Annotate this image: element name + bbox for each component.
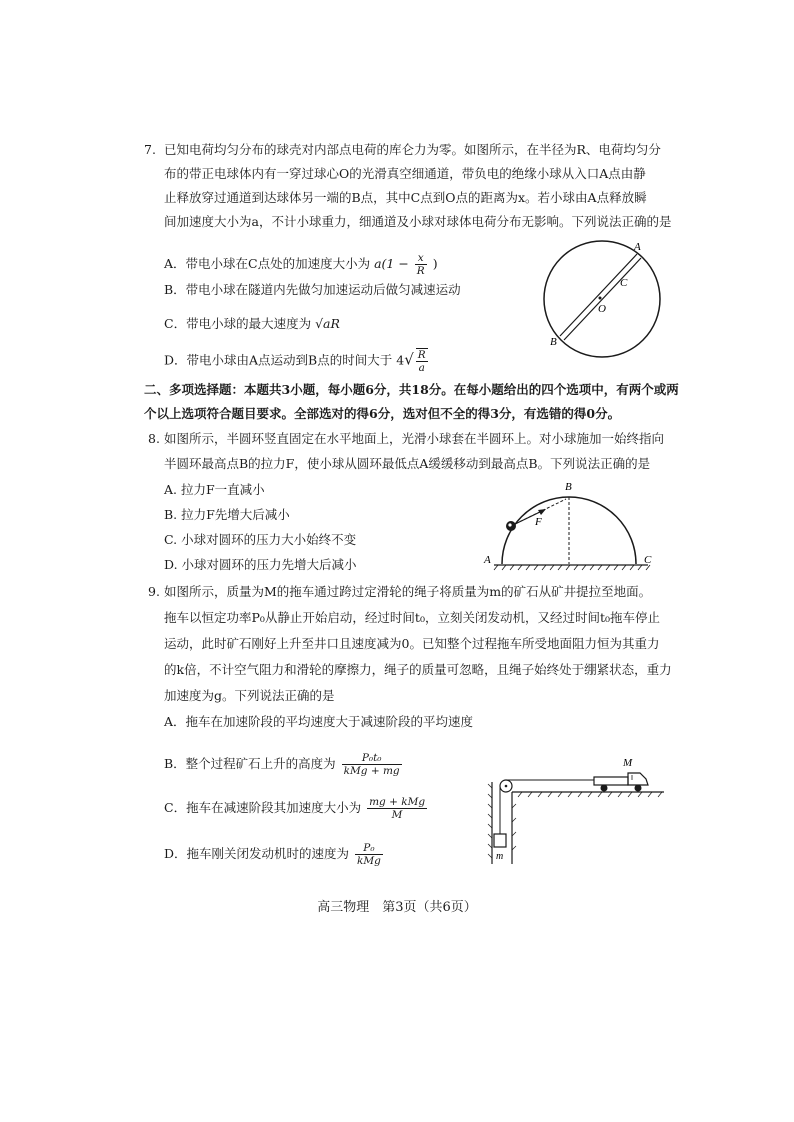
q7-option-a-denominator: R <box>416 265 425 277</box>
q7-label-o: O <box>598 303 606 315</box>
q9-option-c-text: C．拖车在减速阶段其加速度大小为 <box>164 800 362 815</box>
q9-label-m-big: M <box>623 757 633 769</box>
q9-stem-line-5: 加速度为g。下列说法正确的是 <box>164 688 335 703</box>
q9-option-b <box>164 752 404 777</box>
q7-stem-line-1: 已知电荷均匀分布的球壳对内部点电荷的库仑力为零。如图所示，在半径为R、电荷均匀分 <box>164 142 661 157</box>
q9-label-m-small: m <box>496 851 504 862</box>
q7-number: 7. <box>144 142 156 157</box>
q7-option-a-expr-pre: a(1 − <box>374 256 409 271</box>
q7-option-c-text: C．带电小球的最大速度为 <box>164 316 312 331</box>
q9-stem-line-2: 拖车以恒定功率P₀从静止开始启动，经过时间t₀，立刻关闭发动机，又经过时间t₀拖车停止 <box>164 610 660 625</box>
q9-option-d-numerator: P₀ <box>355 842 383 855</box>
q8-label-b: B <box>565 481 572 493</box>
q9-number: 9. <box>148 584 160 599</box>
q9-stem-line-1: 如图所示，质量为M的拖车通过跨过定滑轮的绳子将质量为m的矿石从矿井提拉至地面。 <box>164 584 652 599</box>
q9-option-b-denominator: kMg + mg <box>343 765 400 777</box>
q7-option-c-expr: √aR <box>315 316 340 331</box>
q8-option-c: C. 小球对圆环的压力大小始终不变 <box>164 532 357 547</box>
section2-heading-line-2: 个以上选项符合题目要求。全部选对的得6分，选对但不全的得3分，有选错的得0分。 <box>144 406 621 421</box>
q7-option-d: D．带电小球由A点运动到B点的时间大于 4√ $\frac{R}{a}$ <box>164 349 426 374</box>
q8-stem-line-1: 如图所示，半圆环竖直固定在水平地面上，光滑小球套在半圆环上。对小球施加一始终指向 <box>164 431 665 446</box>
q9-stem-line-3: 运动，此时矿石刚好上升至井口且速度减为0。已知整个过程拖车所受地面阻力恒为其重力 <box>164 636 660 651</box>
q7-option-d-text: D．带电小球由A点运动到B点的时间大于 <box>164 352 393 368</box>
q9-option-c <box>164 796 429 821</box>
q9-option-b-fraction <box>342 752 402 777</box>
q7-option-c <box>164 316 340 332</box>
q9-stem-line-4: 的k倍，不计空气阻力和滑轮的摩擦力，绳子的质量可忽略，且绳子始终处于绷紧状态，重力 <box>164 662 672 677</box>
q9-option-c-numerator: mg + kMg <box>369 796 426 808</box>
q9-mine-truck-figure <box>486 752 676 872</box>
q7-label-a: A <box>634 241 641 253</box>
q7-stem-line-4: 间加速度大小为a，不计小球重力，细通道及小球对球体电荷分布无影响。下列说法正确的是 <box>164 214 672 229</box>
q7-label-c: C <box>620 277 628 289</box>
q8-label-a: A <box>484 554 491 566</box>
q8-option-a: A. 拉力F一直减小 <box>164 482 265 497</box>
q9-option-d-denominator: kMg <box>357 855 381 867</box>
q8-semicircle-figure <box>480 478 660 578</box>
page-footer: 高三物理 第3页（共6页） <box>317 900 477 915</box>
q9-option-b-numerator: P₀t₀ <box>342 752 402 765</box>
q9-option-a: A．拖车在加速阶段的平均速度大于减速阶段的平均速度 <box>164 714 474 729</box>
q9-option-d-fraction <box>355 842 383 867</box>
q7-label-b: B <box>550 336 557 348</box>
q7-option-a-fraction <box>415 252 427 277</box>
q8-label-f: F <box>535 516 542 528</box>
q7-stem-line-2: 布的带正电球体内有一穿过球心O的光滑真空细通道，带负电的绝缘小球从入口A点由静 <box>164 166 646 181</box>
q8-option-b: B. 拉力F先增大后减小 <box>164 507 290 522</box>
q7-sphere-figure <box>540 238 670 358</box>
q7-option-d-coef: 4 <box>396 352 405 368</box>
q9-option-d-text: D．拖车刚关闭发动机时的速度为 <box>164 846 350 861</box>
q7-option-d-fraction <box>416 348 428 374</box>
q9-option-b-text: B．整个过程矿石上升的高度为 <box>164 756 336 771</box>
q9-option-c-denominator: M <box>391 809 403 821</box>
q8-label-c: C <box>644 554 652 566</box>
q9-option-c-fraction <box>367 796 427 821</box>
q8-number: 8. <box>148 431 160 446</box>
q7-option-a-text: A．带电小球在C点处的加速度大小为 <box>164 256 371 271</box>
q8-stem-line-2: 半圆环最高点B的拉力F，使小球从圆环最低点A缓缓移动到最高点B。下列说法正确的是 <box>164 456 651 471</box>
section2-heading-line-1: 二、多项选择题：本题共3小题，每小题6分，共18分。在每小题给出的四个选项中，有两个或两 <box>144 382 679 397</box>
q7-option-d-denominator: a <box>418 362 425 374</box>
q7-option-a <box>164 252 438 277</box>
q7-option-a-numerator: x <box>415 252 427 265</box>
q9-option-d <box>164 842 385 867</box>
q7-option-d-numerator: R <box>417 349 426 361</box>
q7-stem-line-3: 止释放穿过通道到达球体另一端的B点，其中C点到O点的距离为x。若小球由A点释放瞬 <box>164 190 647 205</box>
q7-option-b: B．带电小球在隧道内先做匀加速运动后做匀减速运动 <box>164 282 461 297</box>
q7-option-a-expr-post: ) <box>432 256 438 271</box>
q8-option-d: D. 小球对圆环的压力先增大后减小 <box>164 557 357 572</box>
